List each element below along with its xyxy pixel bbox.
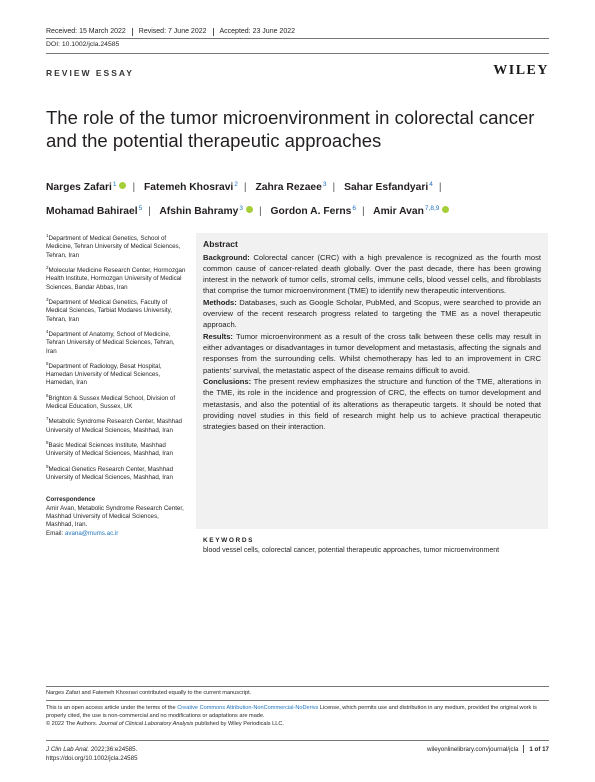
section-label: REVIEW ESSAY [46,68,134,78]
keywords-heading: KEYWORDS [203,537,255,544]
affiliation-item: $^2$Molecular Medicine Research Center, Hormozgan Health Institute, Hormozgan University of Medical Sciences, Bandar Abbas, Iran [46,264,186,291]
orcid-icon[interactable] [246,206,253,213]
affiliation-item: $^9$Medical Genetics Research Center, Mashhad University of Medical Sciences, Mashhad, Iran [46,463,174,482]
affiliation-item: $^3$Department of Medical Genetics, Faculty of Medical Sciences, Tarbiat Modares University, Tehran, Iran [46,296,172,323]
article-dates [46,27,549,36]
affiliation-item: $^5$Department of Radiology, Besat Hospital, Hamedan University of Medical Sciences, Hamedan, Iran [46,360,162,387]
author-name[interactable]: Fatemeh Khosravi$^2$ [144,181,238,193]
author-name[interactable]: Amir Avan$^{7,8,9}$ [373,206,449,217]
copyright-line: © 2022 The Authors. Journal of Clinical Laboratory Analysis published by Wiley Periodicals LLC. [46,721,284,728]
correspondence-email: Email: avana@mums.ac.ir [46,529,119,537]
abstract-conclusions: Conclusions: The present review emphasizes the structure and function of the TME, alterations in the TME, its role in the incidence and progression of CRC, the effects on tumor development and metastasis, and also the potential of its alterations as therapeutic targets. It should be noted that providing novel studies in this field of research might help us to achieve practical therapeutic strategies based on their interaction. [203,377,541,431]
author-name[interactable]: Narges Zafari$^1$ [46,182,126,193]
journal-site-link[interactable]: wileyonlinelibrary.com/journal/jcla [427,745,519,753]
article-doi[interactable]: DOI: 10.1002/jcla.24585 [46,41,120,48]
abstract-box [196,233,548,529]
header-rule [46,53,549,54]
affiliation-item: $^1$Department of Medical Genetics, School of Medicine, Tehran University of Medical Sciences, Tehran, Iran [46,233,181,259]
author-name[interactable]: Mohamad Bahirael$^5$ [46,205,143,217]
abstract-methods: Methods: Databases, such as Google Scholar, PubMed, and Scopus, were searched to provide an overview of the recent research progress related to targeting the TME as a novel therapeutic approach. [203,298,541,330]
affiliation-item: $^7$Metabolic Syndrome Research Center, Mashhad University of Medical Sciences, Mashhad, Iran [46,416,182,434]
affiliations [46,232,186,538]
footer-rule [46,740,549,741]
cc-license-link[interactable]: Creative Commons Attribution-NonCommercial-NoDerivs [177,705,319,711]
license-text: This is an open access article under the terms of the Creative Commons Attribution-NonCommercial-NoDerivs License, which permits use and distribution in any medium, provided the original work is properly cited, the use is non-commercial and no modifications or adaptations are made. © 2022 The Authors. Journal of Clinical Laboratory Analysis published by Wiley Periodicals LLC. [46,704,551,729]
affiliation-item: $^8$Basic Medical Sciences Institute, Mashhad University of Medical Sciences, Mashhad, Iran [46,440,173,458]
divider [213,28,214,36]
orcid-icon[interactable] [119,182,126,189]
correspondence-text: Amir Avan, Metabolic Syndrome Research Center, Mashhad University of Medical Sciences, Mashhad, Iran. [46,504,184,529]
footer-right [427,745,549,753]
article-title: The role of the tumor microenvironment in colorectal cancer and the potential therapeutic approaches [46,107,535,151]
abstract-heading: Abstract [203,239,238,249]
author-name[interactable]: Sahar Esfandyari$^4$ [344,181,433,193]
header-rule [46,38,549,39]
author-name[interactable]: Afshin Bahramy$^3$ [159,206,253,217]
accepted-date: Accepted: 23 June 2022 [219,28,296,35]
affiliation-item: $^4$Department of Anatomy, School of Medicine, Tehran University of Medical Sciences, Tehran, Iran [46,328,175,355]
footer-doi-link[interactable]: https://doi.org/10.1002/jcla.24585 [46,755,138,762]
abstract-background: Background: Colorectal cancer (CRC) with a high prevalence is recognized as the fourth most common cause of cancer-related death globally. Over the past decade, there has been growing interest in the network of tumor cells, stromal cells, immune cells, blood vessel cells, and fibroblasts that comprise the tumor microenvironment (TME) to identify new therapeutic interventions. [203,253,541,296]
keywords-text: blood vessel cells, colorectal cancer, potential therapeutic approaches, tumor microenvironment [203,547,500,554]
email-link[interactable]: avana@mums.ac.ir [64,529,119,537]
abstract-results: Results: Tumor microenvironment as a result of the cross talk between these cells may result in either advantages or disadvantages in tumor development and metastasis, affecting the signals and responses from the surrounding cells. Whilst chemotherapy has led to an improvement in CRC patients' survival, the metastatic aspect of the disease remains difficult to avoid. [203,332,541,375]
divider [523,745,524,753]
license-rule [46,700,549,701]
page-number: 1 of 17 [529,745,549,753]
footnote-rule [46,686,549,687]
wiley-logo: WILEY [493,63,549,78]
correspondence-heading: Correspondence [46,496,96,504]
author-name[interactable]: Zahra Rezaee$^3$ [255,181,327,193]
received-date: Received: 15 March 2022 [46,28,126,35]
author-name[interactable]: Gordon A. Ferns$^6$ [270,205,356,217]
footer-citation: J Clin Lab Anal. 2022;36:e24585. https://doi.org/10.1002/jcla.24585 [46,746,138,762]
contribution-footnote: Narges Zafari and Fatemeh Khosravi contributed equally to the current manuscript. [46,690,252,696]
author-list: Narges Zafari$^1$ | Fatemeh Khosravi$^2$ | Zahra Rezaee$^3$ | Sahar Esfandyari$^4$ | Mohamad Bahirael$^5$ | Afshin Bahramy$^3$ | Gordon A. Ferns$^6$ | Amir Avan$^{7,8,9}$ [46,174,551,222]
revised-date: Revised: 7 June 2022 [138,28,207,35]
orcid-icon[interactable] [442,206,449,213]
affiliation-item: $^6$Brighton & Sussex Medical School, Division of Medical Education, Sussex, UK [46,392,176,411]
divider [132,28,133,36]
